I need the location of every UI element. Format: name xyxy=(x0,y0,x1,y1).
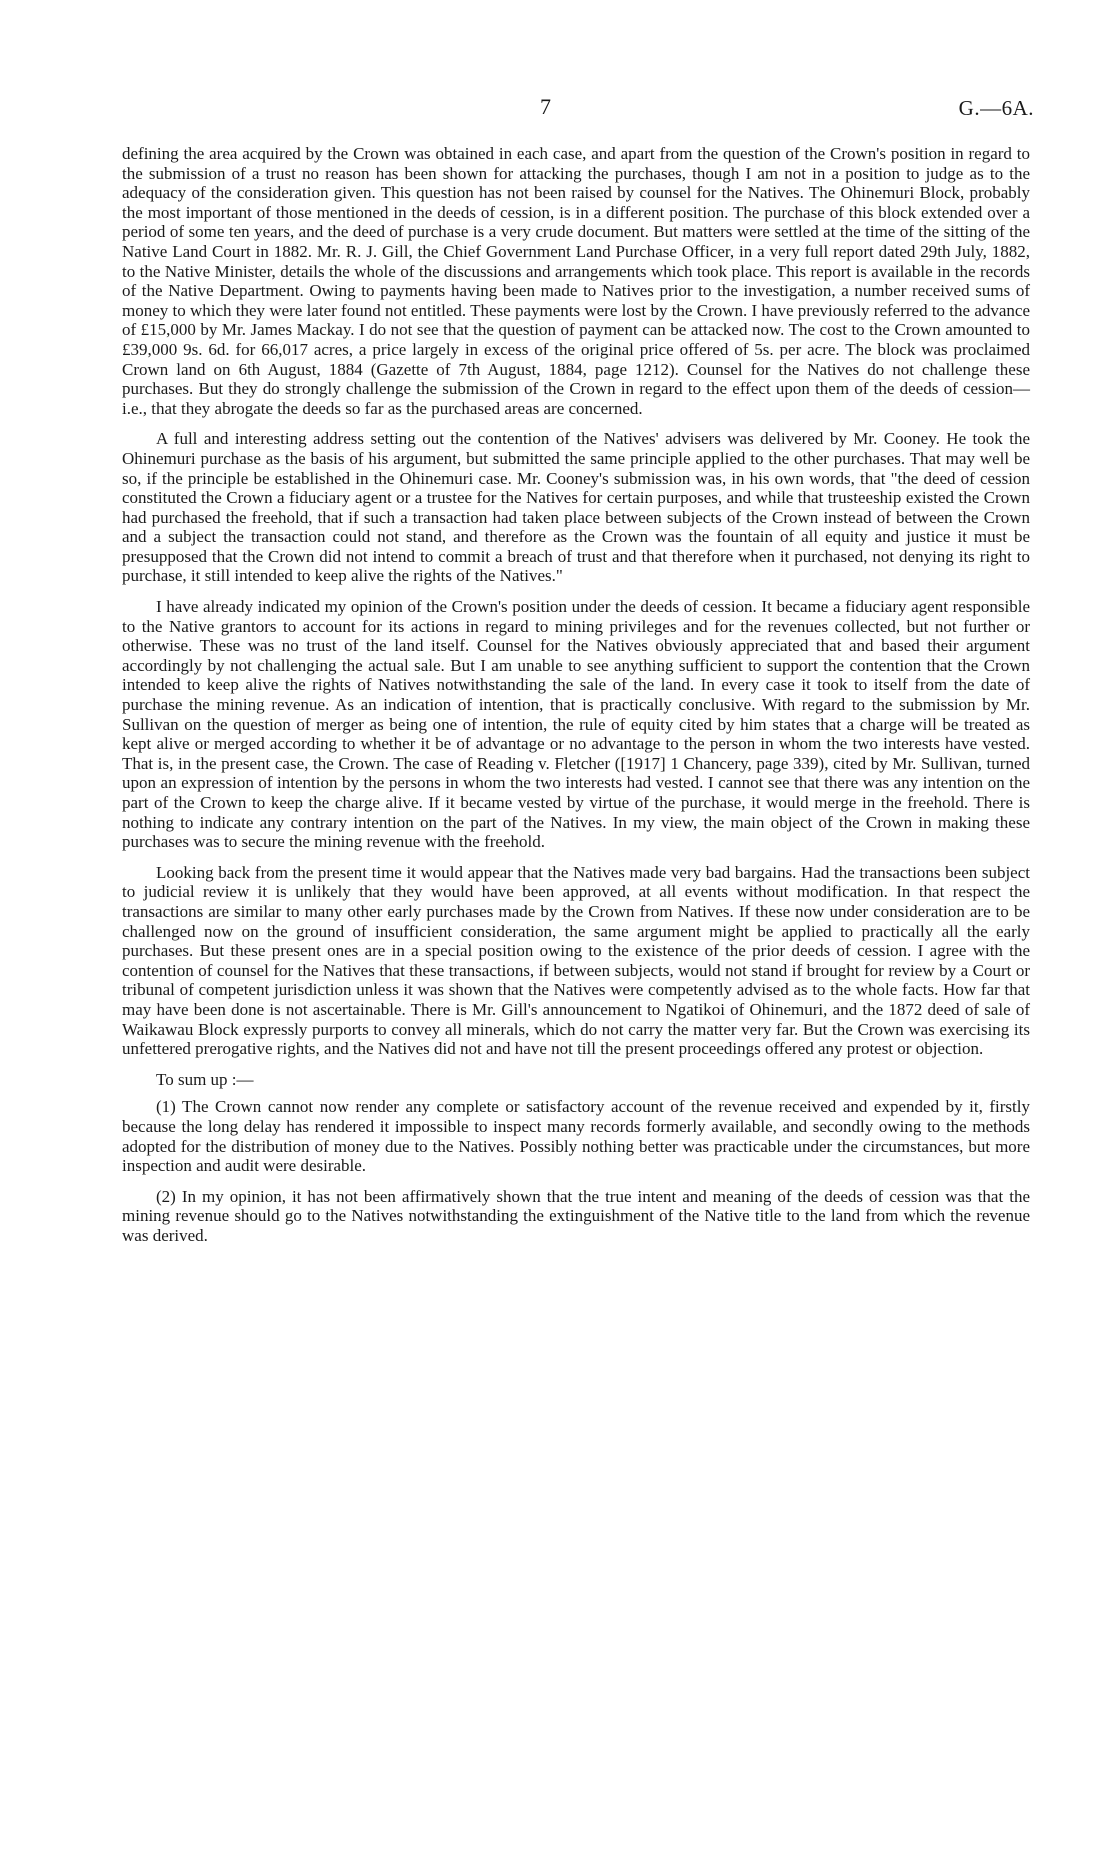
document-code: G.—6A. xyxy=(958,96,1034,120)
page-number: 7 xyxy=(540,94,551,119)
paragraph-cooney-address: A full and interesting address setting out the contention of the Natives' advisers was delivered by Mr. Cooney. He took the Ohinemuri purchase as the basis of his argument, but submitted the same principle applied to the other purchases. That may well be so, if the principle be established in the Ohinemuri case. Mr. Cooney's submission was, in his own words, that "the deed of cession constituted the Crown a fiduciary agent or a trustee for the Natives for certain purposes, and while that trusteeship existed the Crown had purchased the freehold, that if such a transaction had taken place between subjects of the Crown instead of between the Crown and a subject the transaction could not stand, and therefore as the Crown was the fountain of all equity and justice it must be presupposed that the Crown did not intend to commit a breach of trust and that therefore when it purchased, not denying its right to purchase, it still intended to keep alive the rights of the Natives." xyxy=(122,429,1030,586)
body-text xyxy=(122,144,1030,1256)
paragraph-sum-up-heading: To sum up :— xyxy=(156,1069,254,1089)
paragraph-conclusion-1: (1) The Crown cannot now render any complete or satisfactory account of the revenue received and expended by it, firstly because the long delay has rendered it impossible to inspect many records formerly available, and secondly owing to the methods adopted for the distribution of money due to the Natives. Possibly nothing better was practicable under the circumstances, but more inspection and audit were desirable. xyxy=(122,1097,1030,1176)
paragraph-crown-position: I have already indicated my opinion of the Crown's position under the deeds of cession. It became a fiduciary agent responsible to the Native grantors to account for its actions in regard to mining privileges and for the revenues collected, but not further or otherwise. These was no trust of the land itself. Counsel for the Natives obviously appreciated that and based their argument accordingly by not challenging the actual sale. But I am unable to see anything sufficient to support the contention that the Crown intended to keep alive the rights of Natives notwithstanding the sale of the land. In every case it took to itself from the date of purchase the mining revenue. As an indication of intention, that is practically conclusive. With regard to the submission by Mr. Sullivan on the question of merger as being one of intention, the rule of equity cited by him states that a charge will be treated as kept alive or merged according to whether it be of advantage or no advantage to the person in whom the two interests have vested. That is, in the present case, the Crown. The case of Reading v. Fletcher ([1917] 1 Chancery, page 339), cited by Mr. Sullivan, turned upon an expression of intention by the persons in whom the two interests had vested. I cannot see that there was any intention on the part of the Crown to keep the charge alive. If it became vested by virtue of the purchase, it would merge in the freehold. There is nothing to indicate any contrary intention on the part of the Natives. In my view, the main object of the Crown in making these purchases was to secure the mining revenue with the freehold. xyxy=(122,597,1030,852)
paragraph-bad-bargains: Looking back from the present time it would appear that the Natives made very bad bargains. Had the transactions been subject to judicial review it is unlikely that they would have been approved, at all events without modification. In that respect the transactions are similar to many other early purchases made by the Crown from Natives. If these now under consideration are to be challenged now on the ground of insufficient consideration, the same argument might be applied to practically all the early purchases. But these present ones are in a special position owing to the existence of the prior deeds of cession. I agree with the contention of counsel for the Natives that these transactions, if between subjects, would not stand if brought for review by a Court or tribunal of competent jurisdiction unless it was shown that the Natives were competently advised as to the whole facts. How far that may have been done is not ascertainable. There is Mr. Gill's announcement to Ngatikoi of Ohinemuri, and the 1872 deed of sale of Waikawau Block expressly purports to convey all minerals, which do not carry the matter very far. But the Crown was exercising its unfettered prerogative rights, and the Natives did not and have not till the present proceedings offered any protest or objection. xyxy=(122,862,1030,1059)
paragraph-conclusion-2: (2) In my opinion, it has not been affirmatively shown that the true intent and meaning of the deeds of cession was that the mining revenue should go to the Natives notwithstanding the extinguishment of the Native title to the land from which the revenue was derived. xyxy=(122,1186,1030,1245)
paragraph-continuation: defining the area acquired by the Crown was obtained in each case, and apart from the question of the Crown's position in regard to the submission of a trust no reason has been shown for attacking the purchases, though I am not in a position to judge as to the adequacy of the consideration given. This question has not been raised by counsel for the Natives. The Ohinemuri Block, probably the most important of those mentioned in the deeds of cession, is in a different position. The purchase of this block extended over a period of some ten years, and the deed of purchase is a very crude document. But matters were settled at the time of the sitting of the Native Land Court in 1882. Mr. R. J. Gill, the Chief Government Land Purchase Officer, in a very full report dated 29th July, 1882, to the Native Minister, details the whole of the discussions and arrangements which took place. This report is available in the records of the Native Department. Owing to payments having been made to Natives prior to the investigation, a number received sums of money to which they were later found not entitled. These payments were lost by the Crown. I have previously referred to the advance of £15,000 by Mr. James Mackay. I do not see that the question of payment can be attacked now. The cost to the Crown amounted to £39,000 9s. 6d. for 66,017 acres, a price largely in excess of the original price offered of 5s. per acre. The block was proclaimed Crown land on 6th August, 1884 (Gazette of 7th August, 1884, page 1212). Counsel for the Natives do not challenge these purchases. But they do strongly challenge the submission of the Crown in regard to the effect upon them of the deeds of cession—i.e., that they abrogate the deeds so far as the purchased areas are concerned. xyxy=(122,144,1030,418)
